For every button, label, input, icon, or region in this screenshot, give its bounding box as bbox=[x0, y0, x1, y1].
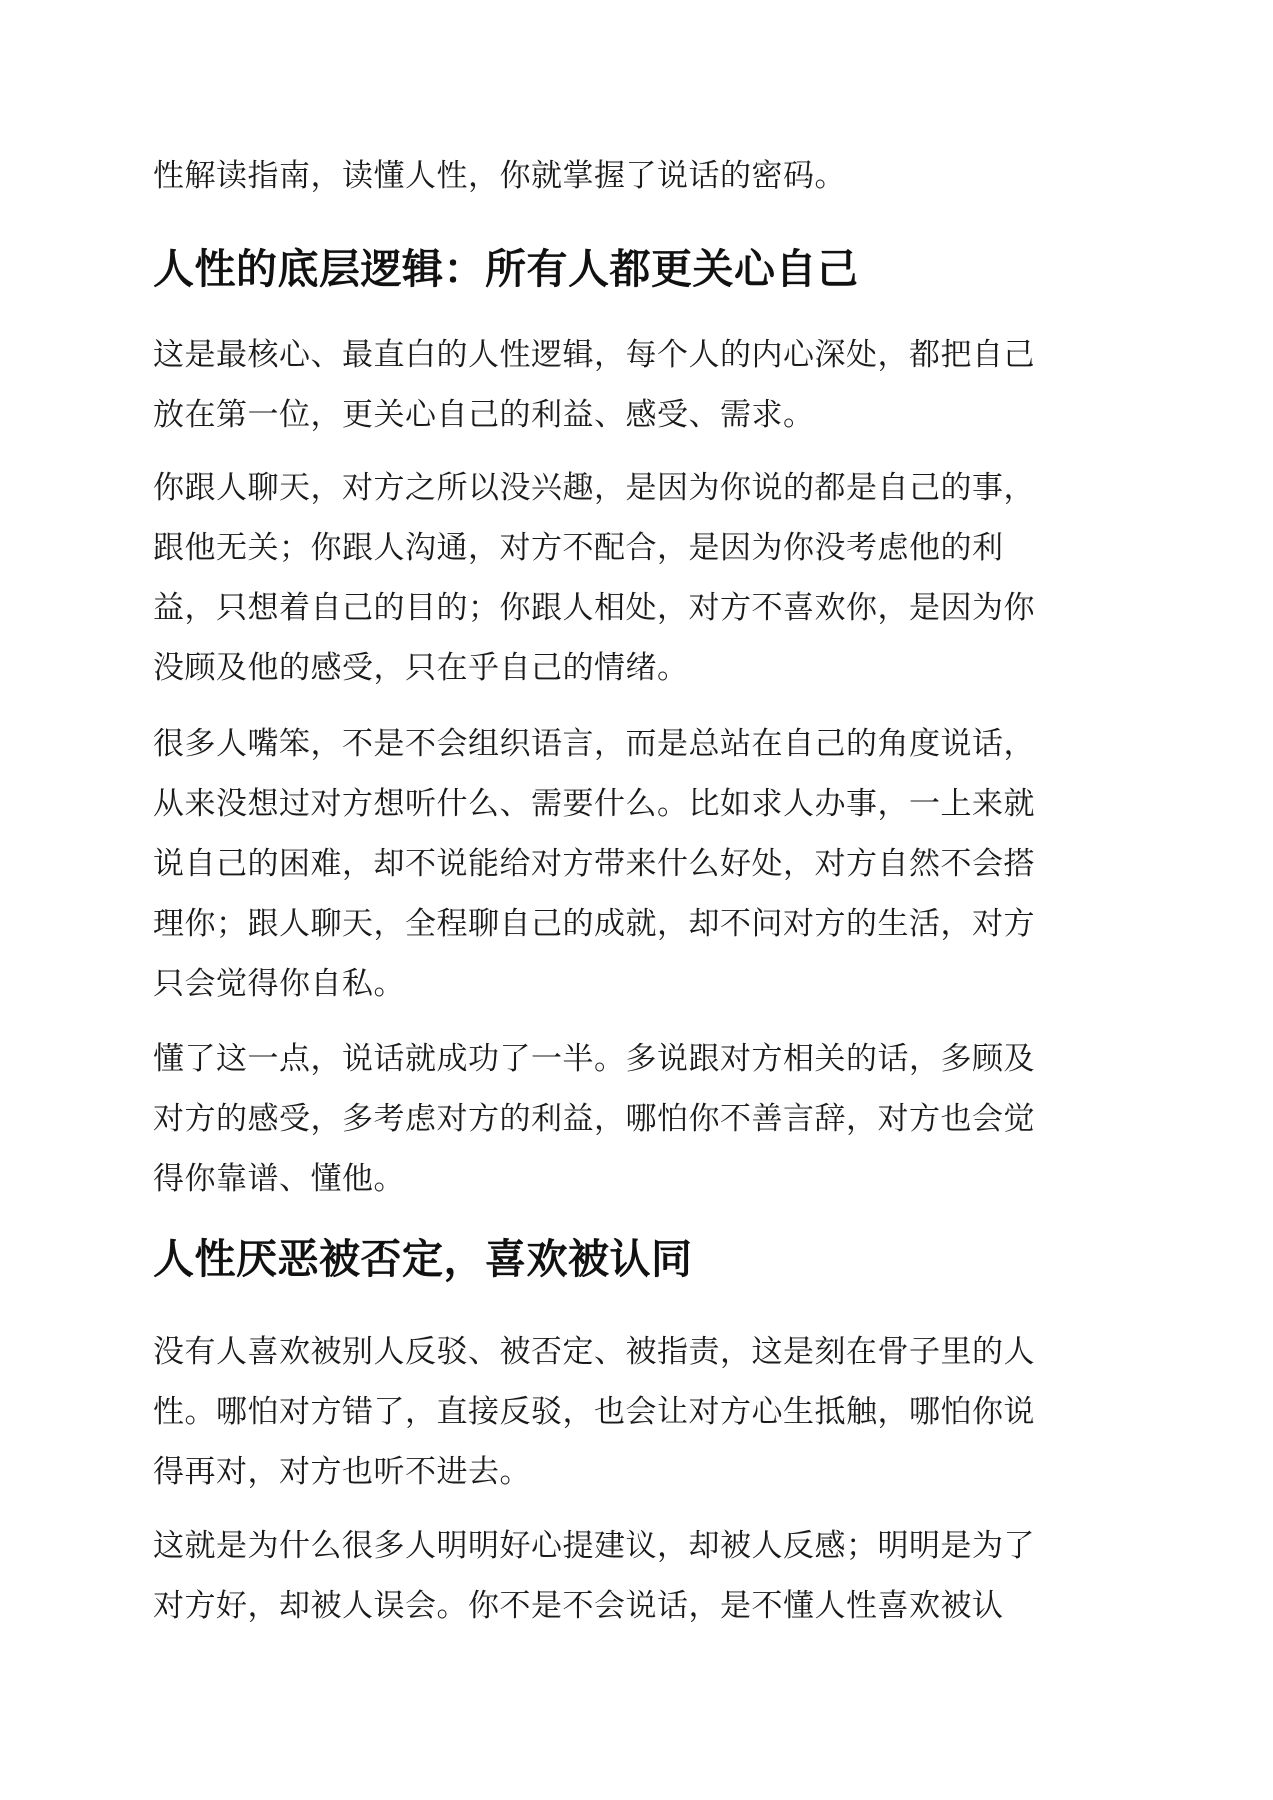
text-line: 只会觉得你自私。 bbox=[153, 966, 405, 1002]
text-line: 跟他无关；你跟人沟通，对方不配合，是因为你没考虑他的利 bbox=[153, 530, 1004, 566]
body-paragraph bbox=[153, 714, 1035, 1014]
body-paragraph bbox=[153, 1029, 1035, 1209]
intro-tail-paragraph bbox=[153, 146, 846, 206]
body-paragraph bbox=[153, 458, 1035, 698]
section-heading: 人性厌恶被否定，喜欢被认同 bbox=[153, 1235, 693, 1283]
text-line: 说自己的困难，却不说能给对方带来什么好处，对方自然不会搭 bbox=[153, 846, 1035, 882]
body-paragraph bbox=[153, 325, 1035, 445]
text-line: 性。哪怕对方错了，直接反驳，也会让对方心生抵触，哪怕你说 bbox=[153, 1394, 1035, 1430]
text-line: 这是最核心、最直白的人性逻辑，每个人的内心深处，都把自己 bbox=[153, 337, 1035, 373]
text-line: 得再对，对方也听不进去。 bbox=[153, 1454, 531, 1490]
body-paragraph bbox=[153, 1322, 1035, 1502]
text-line: 懂了这一点，说话就成功了一半。多说跟对方相关的话，多顾及 bbox=[153, 1041, 1035, 1077]
text-line: 性解读指南，读懂人性，你就掌握了说话的密码。 bbox=[153, 158, 846, 194]
text-line: 益，只想着自己的目的；你跟人相处，对方不喜欢你，是因为你 bbox=[153, 590, 1035, 626]
text-line: 得你靠谱、懂他。 bbox=[153, 1161, 405, 1197]
text-line: 没顾及他的感受，只在乎自己的情绪。 bbox=[153, 650, 689, 686]
text-line: 这就是为什么很多人明明好心提建议，却被人反感；明明是为了 bbox=[153, 1528, 1035, 1564]
text-line: 很多人嘴笨，不是不会组织语言，而是总站在自己的角度说话， bbox=[153, 726, 1035, 762]
section-heading: 人性的底层逻辑：所有人都更关心自己 bbox=[153, 245, 859, 293]
text-line: 理你；跟人聊天，全程聊自己的成就，却不问对方的生活，对方 bbox=[153, 906, 1035, 942]
text-line: 从来没想过对方想听什么、需要什么。比如求人办事，一上来就 bbox=[153, 786, 1035, 822]
body-paragraph bbox=[153, 1516, 1035, 1636]
text-line: 对方好，却被人误会。你不是不会说话，是不懂人性喜欢被认 bbox=[153, 1588, 1004, 1624]
text-line: 对方的感受，多考虑对方的利益，哪怕你不善言辞，对方也会觉 bbox=[153, 1101, 1035, 1137]
text-line: 放在第一位，更关心自己的利益、感受、需求。 bbox=[153, 397, 815, 433]
text-line: 没有人喜欢被别人反驳、被否定、被指责，这是刻在骨子里的人 bbox=[153, 1334, 1035, 1370]
text-line: 你跟人聊天，对方之所以没兴趣，是因为你说的都是自己的事， bbox=[153, 470, 1035, 506]
